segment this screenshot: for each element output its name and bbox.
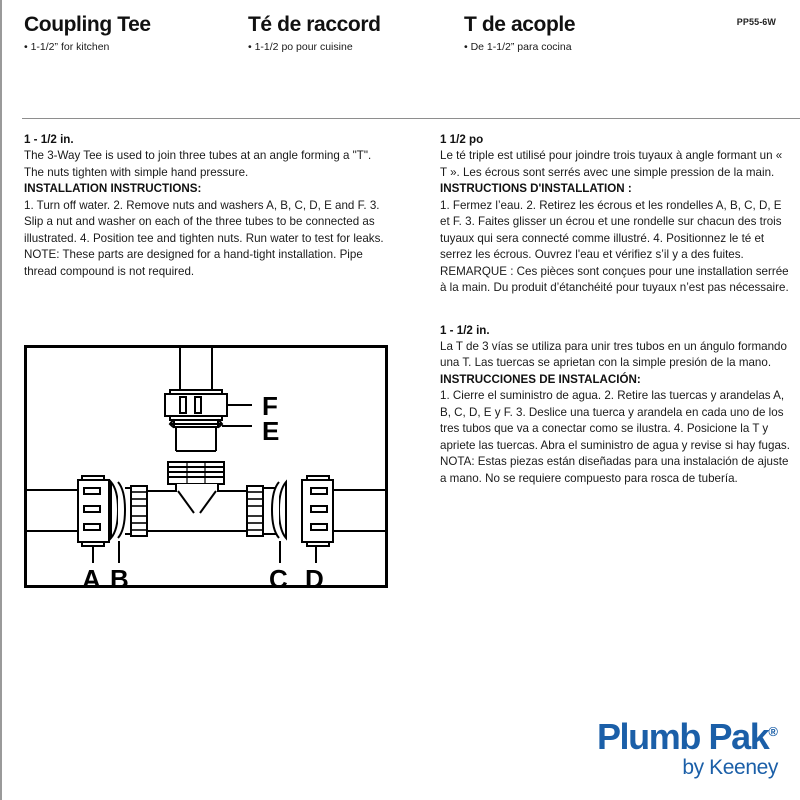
part-e-top-washer xyxy=(170,420,222,427)
part-a-left-nut xyxy=(78,476,109,546)
header-subtitle-english: • 1-1/2” for kitchen xyxy=(24,41,110,54)
instructions-spanish: 1. Cierre el suministro de agua. 2. Retire las tuercas y arandelas A, B, C, D, E y F. 3. Deslice una tuerca y arandela en cada uno de los tres tubos que va a conectar como se ilustra. 4. Posicione la T y apriete las tuercas. Abra el suministro de agua y revise si hay fugas. NOTA: Estas piezas están diseñadas para una instalación de ajuste a mano. No se requiere compuesto para rosca de tubería. xyxy=(440,389,790,485)
instruction-block-spanish xyxy=(440,323,792,488)
diagram-label-e: E xyxy=(262,416,280,446)
header-title-english: Coupling Tee xyxy=(24,13,151,36)
right-pipe xyxy=(329,490,385,531)
column-left xyxy=(24,132,390,280)
brand-name-wrapper xyxy=(596,716,778,757)
column-right xyxy=(440,132,792,487)
registered-trademark-icon: ® xyxy=(768,724,778,739)
instructions-heading-french: INSTRUCTIONS D'INSTALLATION : xyxy=(440,182,632,196)
product-sku: PP55-6W xyxy=(736,17,776,27)
diagram-label-c: C xyxy=(269,564,288,588)
diagram-label-f: F xyxy=(262,391,278,421)
assembly-diagram-svg xyxy=(24,345,388,588)
instructions-english: 1. Turn off water. 2. Remove nuts and washers A, B, C, D, E and F. 3. Slip a nut and washer on each of the three tubes to be connected as illustrated. 4. Position tee and tighten nuts. Run water to test for leaks. NOTE: These parts are designed for a hand-tight installation. Pipe thread compound is not required. xyxy=(24,198,384,278)
instruction-block-french xyxy=(440,132,792,297)
left-pipe xyxy=(27,490,82,531)
instructions-heading-spanish: INSTRUCCIONES DE INSTALACIÓN: xyxy=(440,372,641,386)
description-french: Le té triple est utilisé pour joindre trois tuyaux à angle formant un « T ». Les écrous sont serrés avec une simple pression de la main. xyxy=(440,149,783,179)
part-f-top-nut xyxy=(165,390,227,420)
header-column-spanish xyxy=(464,14,575,54)
size-label-spanish: 1 - 1/2 in. xyxy=(440,323,490,337)
part-b-left-washer xyxy=(111,482,125,538)
diagram-label-d: D xyxy=(305,564,324,588)
header-divider xyxy=(22,118,800,119)
top-pipe xyxy=(180,348,212,390)
instructions-french: 1. Fermez l’eau. 2. Retirez les écrous et les rondelles A, B, C, D, E et F. 3. Faites glisser un écrou et une rondelle sur chacun des trois tuyaux qui sera connecté comme illustré. 4. Positionnez le té et serrez les écrous. Ouvrez l'eau et vérifiez s’il y a des fuites. REMARQUE : Ces pièces sont conçues pour une installation serrée à la main. Du produit d’étanchéité pour tuyaux n’est pas nécessaire. xyxy=(440,198,789,295)
diagram-label-a: A xyxy=(82,564,101,588)
instruction-block-english xyxy=(24,132,390,280)
brand-logo xyxy=(596,716,778,779)
header-title-spanish: T de acople xyxy=(464,13,576,36)
header-title-french: Té de raccord xyxy=(248,13,381,36)
description-spanish: La T de 3 vías se utiliza para unir tres tubos en un ángulo formando una T. Las tuercas se aprietan con la simple presión de la mano. xyxy=(440,339,787,370)
header-subtitle-french: • 1-1/2 po pour cuisine xyxy=(248,41,353,54)
part-d-right-nut xyxy=(302,476,333,546)
instructions-heading-english: INSTALLATION INSTRUCTIONS: xyxy=(24,182,202,196)
header-subtitle-spanish: • De 1-1/2” para cocina xyxy=(464,41,572,54)
left-edge-rule xyxy=(0,0,2,800)
part-c-right-washer xyxy=(272,482,286,538)
tee-body xyxy=(131,462,263,536)
header-column-french xyxy=(248,14,381,54)
brand-name: Plumb Pak xyxy=(596,716,769,757)
size-label-english: 1 - 1/2 in. xyxy=(24,133,74,146)
header-column-english xyxy=(24,14,151,54)
header xyxy=(0,0,800,118)
size-label-french: 1 1/2 po xyxy=(440,133,484,146)
diagram-label-b: B xyxy=(110,564,129,588)
brand-tagline: by Keeney xyxy=(682,756,778,779)
assembly-diagram xyxy=(24,345,388,588)
description-english: The 3-Way Tee is used to join three tubes at an angle forming a "T". The nuts tighten with simple hand pressure. xyxy=(24,149,372,179)
top-tube-stub xyxy=(176,427,216,451)
